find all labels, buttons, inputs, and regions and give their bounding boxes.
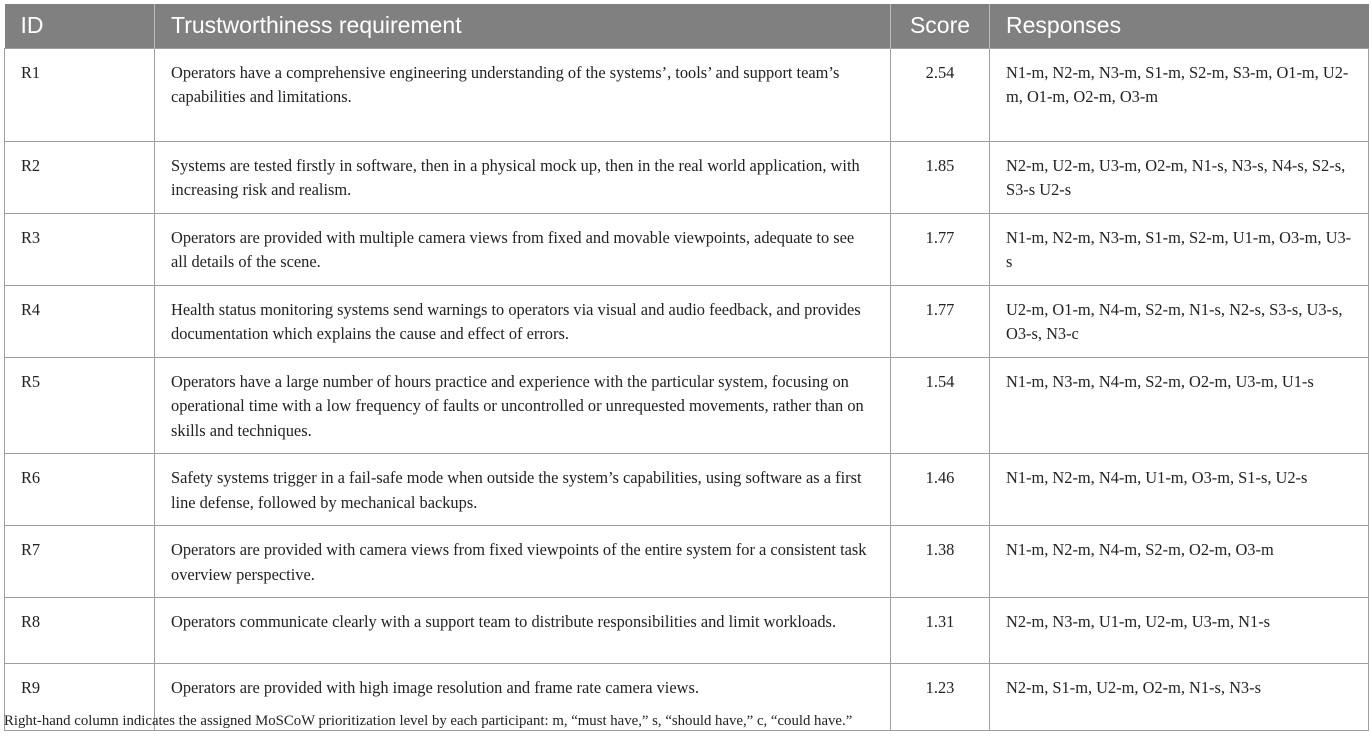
row-responses: N1-m, N2-m, N4-m, S2-m, O2-m, O3-m [990, 526, 1369, 598]
header-id: ID [20, 12, 44, 39]
row-id: R2 [5, 141, 155, 213]
row-requirement: Operators communicate clearly with a support team to distribute responsibilities and limit workloads. [155, 598, 891, 664]
row-score: 2.54 [891, 48, 990, 141]
table-row [5, 454, 1369, 526]
row-responses: N1-m, N3-m, N4-m, S2-m, O2-m, U3-m, U1-s [990, 357, 1369, 454]
row-responses: U2-m, O1-m, N4-m, S2-m, N1-s, N2-s, S3-s, U3-s, O3-s, N3-c [990, 285, 1369, 357]
table-row [5, 285, 1369, 357]
row-score: 1.23 [891, 664, 990, 731]
header-requirement: Trustworthiness requirement [155, 4, 891, 48]
row-responses: N2-m, S1-m, U2-m, O2-m, N1-s, N3-s [990, 664, 1369, 731]
row-requirement: Operators have a comprehensive engineering understanding of the systems’, tools’ and support team’s capabilities and limitations. [155, 48, 891, 141]
row-score: 1.85 [891, 141, 990, 213]
row-requirement: Operators are provided with high image resolution and frame rate camera views. [155, 664, 891, 731]
row-score: 1.46 [891, 454, 990, 526]
row-responses: N1-m, N2-m, N4-m, U1-m, O3-m, S1-s, U2-s [990, 454, 1369, 526]
row-responses: N2-m, U2-m, U3-m, O2-m, N1-s, N3-s, N4-s, S2-s, S3-s U2-s [990, 141, 1369, 213]
row-id: R4 [5, 285, 155, 357]
row-id: R6 [5, 454, 155, 526]
row-responses: N1-m, N2-m, N3-m, S1-m, S2-m, S3-m, O1-m, U2-m, O1-m, O2-m, O3-m [990, 48, 1369, 141]
table-footnote: Right-hand column indicates the assigned MoSCoW prioritization level by each participant: m, “must have,” s, “should have,” c, “could have.” [4, 713, 853, 729]
header-row [5, 4, 1369, 48]
row-requirement: Health status monitoring systems send warnings to operators via visual and audio feedback, and provides documentation which explains the cause and effect of errors. [155, 285, 891, 357]
row-id: R3 [5, 213, 155, 285]
row-id: R9 [5, 664, 155, 731]
row-score: 1.38 [891, 526, 990, 598]
row-responses: N2-m, N3-m, U1-m, U2-m, U3-m, N1-s [990, 598, 1369, 664]
row-requirement: Operators are provided with camera views from fixed viewpoints of the entire system for a consistent task overview perspective. [155, 526, 891, 598]
table-body [5, 48, 1369, 731]
row-score: 1.77 [891, 285, 990, 357]
row-requirement: Safety systems trigger in a fail-safe mode when outside the system’s capabilities, using software as a first line defense, followed by mechanical backups. [155, 454, 891, 526]
row-requirement: Operators have a large number of hours practice and experience with the particular system, focusing on operational time with a low frequency of faults or uncontrolled or unrequested movements, rather than on skills and techniques. [155, 357, 891, 454]
header-score: Score [891, 4, 990, 48]
row-requirement: Operators are provided with multiple camera views from fixed and movable viewpoints, adequate to see all details of the scene. [155, 213, 891, 285]
row-score: 1.31 [891, 598, 990, 664]
row-id: R8 [5, 598, 155, 664]
table-header [5, 4, 1369, 48]
row-id: R1 [5, 48, 155, 141]
row-score: 1.54 [891, 357, 990, 454]
row-id: R5 [5, 357, 155, 454]
requirements-table [4, 4, 1369, 731]
row-score: 1.77 [891, 213, 990, 285]
table-row [5, 213, 1369, 285]
header-responses: Responses [990, 4, 1369, 48]
table-row [5, 48, 1369, 141]
table-row [5, 357, 1369, 454]
table-row [5, 141, 1369, 213]
table-row [5, 598, 1369, 664]
row-requirement: Systems are tested firstly in software, then in a physical mock up, then in the real world application, with increasing risk and realism. [155, 141, 891, 213]
row-responses: N1-m, N2-m, N3-m, S1-m, S2-m, U1-m, O3-m, U3-s [990, 213, 1369, 285]
row-id: R7 [5, 526, 155, 598]
table-row [5, 526, 1369, 598]
